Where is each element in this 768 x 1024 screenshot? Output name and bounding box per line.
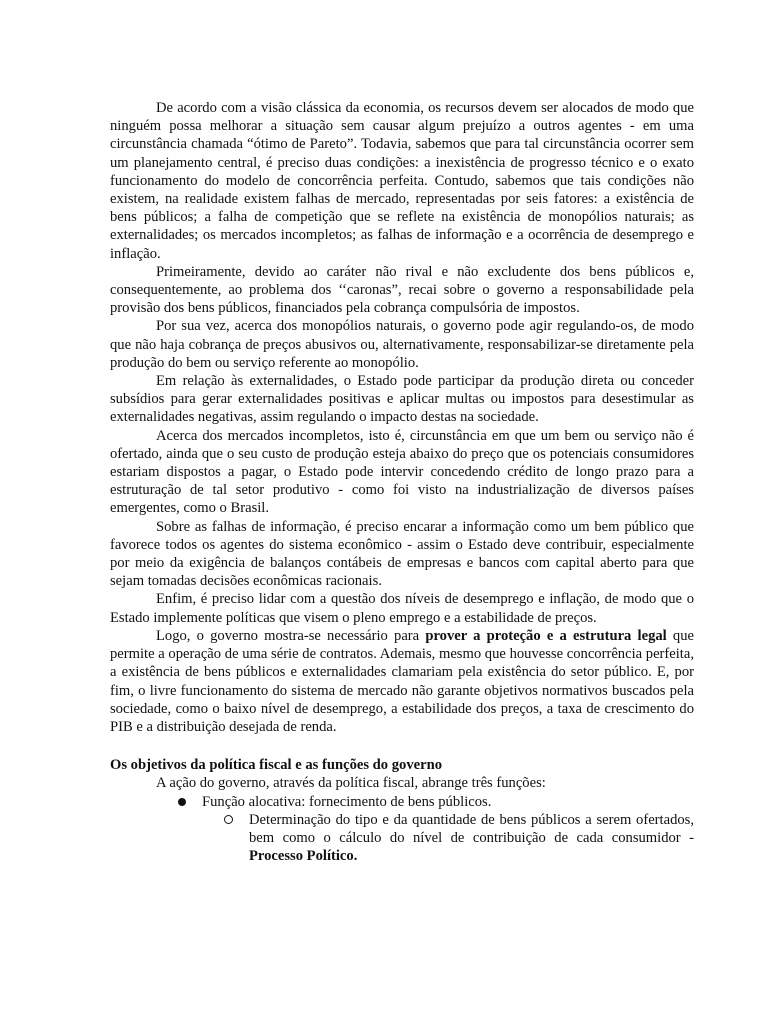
paragraph-unemployment: Enfim, é preciso lidar com a questão dos níveis de desemprego e inflação, de modo que o Estado implemente políticas que visem o pleno emprego e a estabilidade de preços. [110,591,694,626]
paragraph-information: Sobre as falhas de informação, é preciso encarar a informação como um bem público que favorece todos os agentes do sistema econômico - assim o Estado deve contribuir, especialmente por meio da exigência de balanços contábeis de empresas e bancos com capital aberto para que sejam tomadas decisões econômicas racionais. [110,518,694,590]
paragraph-externalities: Em relação às externalidades, o Estado pode participar da produção direta ou conceder subsídios para gerar externalidades positivas e aplicar multas ou impostos para desestimular as externalidades negativas, assim regulando o impacto destas na sociedade. [110,373,694,426]
section-heading: Os objetivos da política fiscal e as funções do governo [110,757,443,774]
bullet-icon [178,798,186,806]
conclusion-bold-phrase: prover a proteção e a estrutura legal [425,627,667,644]
conclusion-text-end: que permite a operação de uma série de contratos. Ademais, mesmo que houvesse concorrência perfeita, a existência de bens públicos e externalidades clamariam pela existência do setor público. E, por fim, o livre funcionamento do sistema de mercado não garante objetivos normativos buscados pela sociedade, como o baixo nível de desemprego, a estabilidade dos preços, a taxa de crescimento do PIB e a distribuição desejada de renda. [110,627,694,735]
sub-item-bold: Processo Político. [249,848,358,865]
paragraph-incomplete-markets: Acerca dos mercados incompletos, isto é, circunstância em que um bem ou serviço não é ofertado, ainda que o seu custo de produção esteja abaixo do preço que os potenciais consumidores estariam dispostos a pagar, o Estado pode intervir concedendo crédito de longo prazo para a estruturação de tal setor produtivo - como foi visto na industrialização de diversos países emergentes, como o Brasil. [110,427,694,517]
paragraph-monopolies: Por sua vez, acerca dos monopólios naturais, o governo pode agir regulando-os, de modo que não haja cobrança de preços abusivos ou, alternativamente, responsabilizar-se diretamente pela produção do bem ou serviço referente ao monopólio. [110,318,694,371]
conclusion-text-start: Logo, o governo mostra-se necessário para [156,627,426,644]
list-item-allocative-function [202,793,694,811]
paragraph-conclusion [110,627,694,736]
sub-item-text: Determinação do tipo e da quantidade de bens públicos a serem ofertados, bem como o cálculo do nível de contribuição de cada consumidor - [249,811,694,846]
paragraph-pareto: De acordo com a visão clássica da economia, os recursos devem ser alocados de modo que ninguém possa melhorar a situação sem causar algum prejuízo a outros agentes - em uma circunstância chamada “ótimo de Pareto”. Todavia, sabemos que para tal circunstância ocorrer sem um planejamento central, é preciso duas condições: a inexistência de progresso técnico e o exato funcionamento do modelo de concorrência perfeita. Contudo, sabemos que tais condições não existem, na realidade existem falhas de mercado, representadas por seis fatores: a existência de bens públicos; a falha de competição que se reflete na existência de monopólios naturais; as externalidades; os mercados incompletos; as falhas de informação e a ocorrência de desemprego e inflação. [110,100,694,262]
sub-list-item-political-process [249,811,694,866]
paragraph-public-goods: Primeiramente, devido ao caráter não rival e não excludente dos bens públicos e, consequentemente, ao problema dos ‘‘caronas”, recai sobre o governo a responsabilidade pela provisão dos bens públicos, financiados pela cobrança compulsória de impostos. [110,263,694,317]
section-intro: A ação do governo, através da política fiscal, abrange três funções: [156,775,546,792]
function-list [110,793,694,866]
hollow-circle-bullet-icon [224,815,233,824]
bullet-text: Função alocativa: fornecimento de bens públicos. [202,793,492,810]
